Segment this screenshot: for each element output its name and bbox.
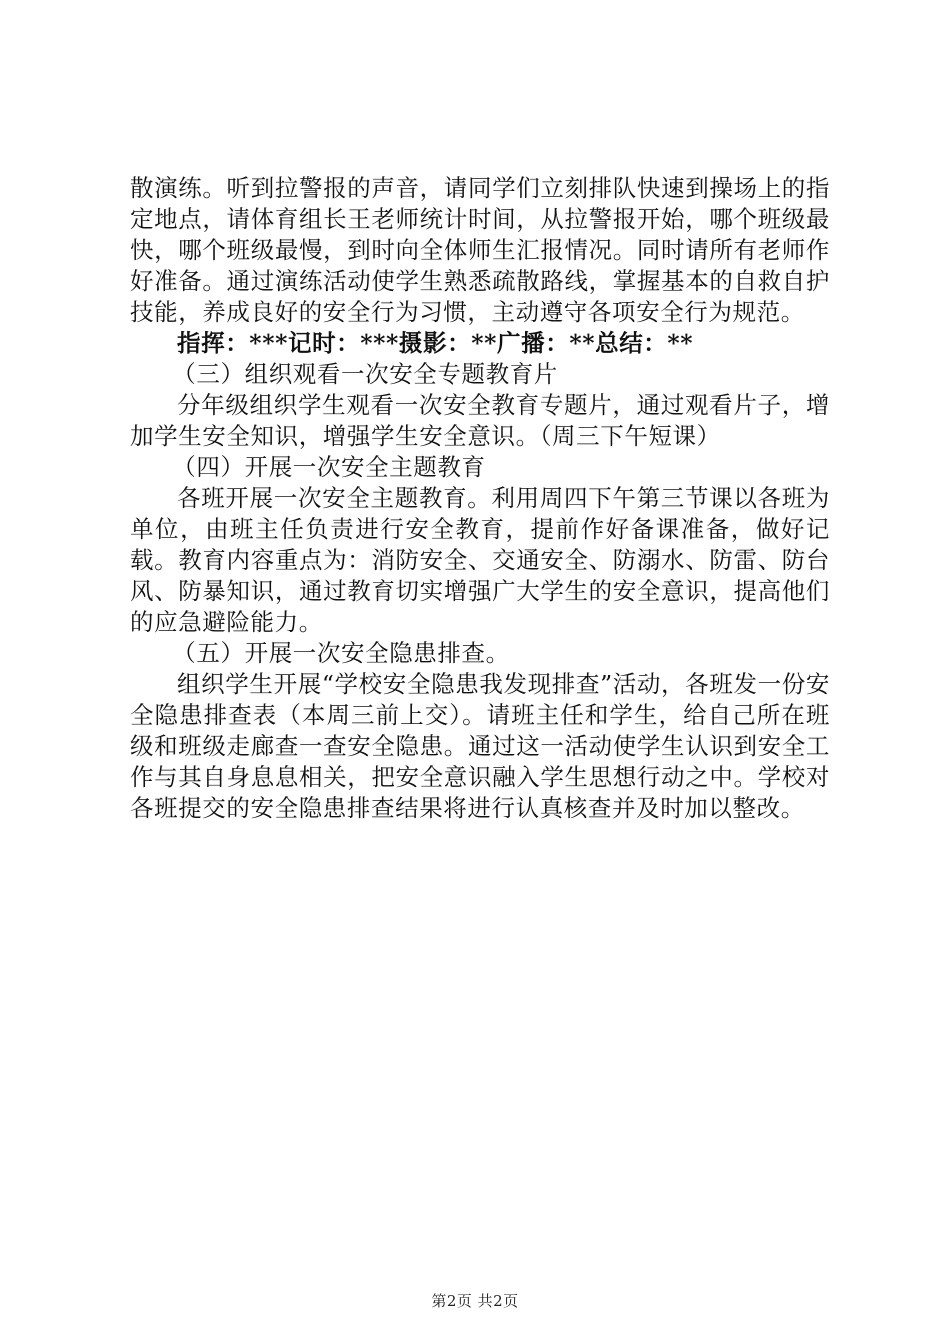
paragraph-video: 分年级组织学生观看一次安全教育专题片，通过观看片子，增加学生安全知识，增强学生安全意识。（周三下午短课） xyxy=(130,391,830,450)
section-heading-3: （三）组织观看一次安全专题教育片 xyxy=(172,360,558,388)
section-heading-4: （四）开展一次安全主题教育 xyxy=(172,453,486,481)
document-body xyxy=(130,173,830,824)
paragraph-roles: 指挥：***记时：***摄影：**广播：**总结：** xyxy=(177,329,694,357)
paragraph-theme-education: 各班开展一次安全主题教育。利用周四下午第三节课以各班为单位，由班主任负责进行安全教育，提前作好备课准备，做好记载。教育内容重点为：消防安全、交通安全、防溺水、防雷、防台风、防暴知识，通过教育切实增强广大学生的安全意识，提高他们的应急避险能力。 xyxy=(130,484,830,636)
page-footer: 第2页 共2页 xyxy=(431,1292,519,1310)
section-heading-5: （五）开展一次安全隐患排查。 xyxy=(172,639,510,667)
paragraph-hazard-check: 组织学生开展“学校安全隐患我发现排查”活动，各班发一份安全隐患排查表（本周三前上交）。请班主任和学生，给自己所在班级和班级走廊查一查安全隐患。通过这一活动使学生认识到安全工作与其自身息息相关，把安全意识融入学生思想行动之中。学校对各班提交的安全隐患排查结果将进行认真核查并及时加以整改。 xyxy=(130,670,830,822)
paragraph-drill-continuation: 散演练。听到拉警报的声音，请同学们立刻排队快速到操场上的指定地点，请体育组长王老师统计时间，从拉警报开始，哪个班级最快，哪个班级最慢，到时向全体师生汇报情况。同时请所有老师作好准备。通过演练活动使学生熟悉疏散路线，掌握基本的自救自护技能，养成良好的安全行为习惯，主动遵守各项安全行为规范。 xyxy=(130,174,830,326)
